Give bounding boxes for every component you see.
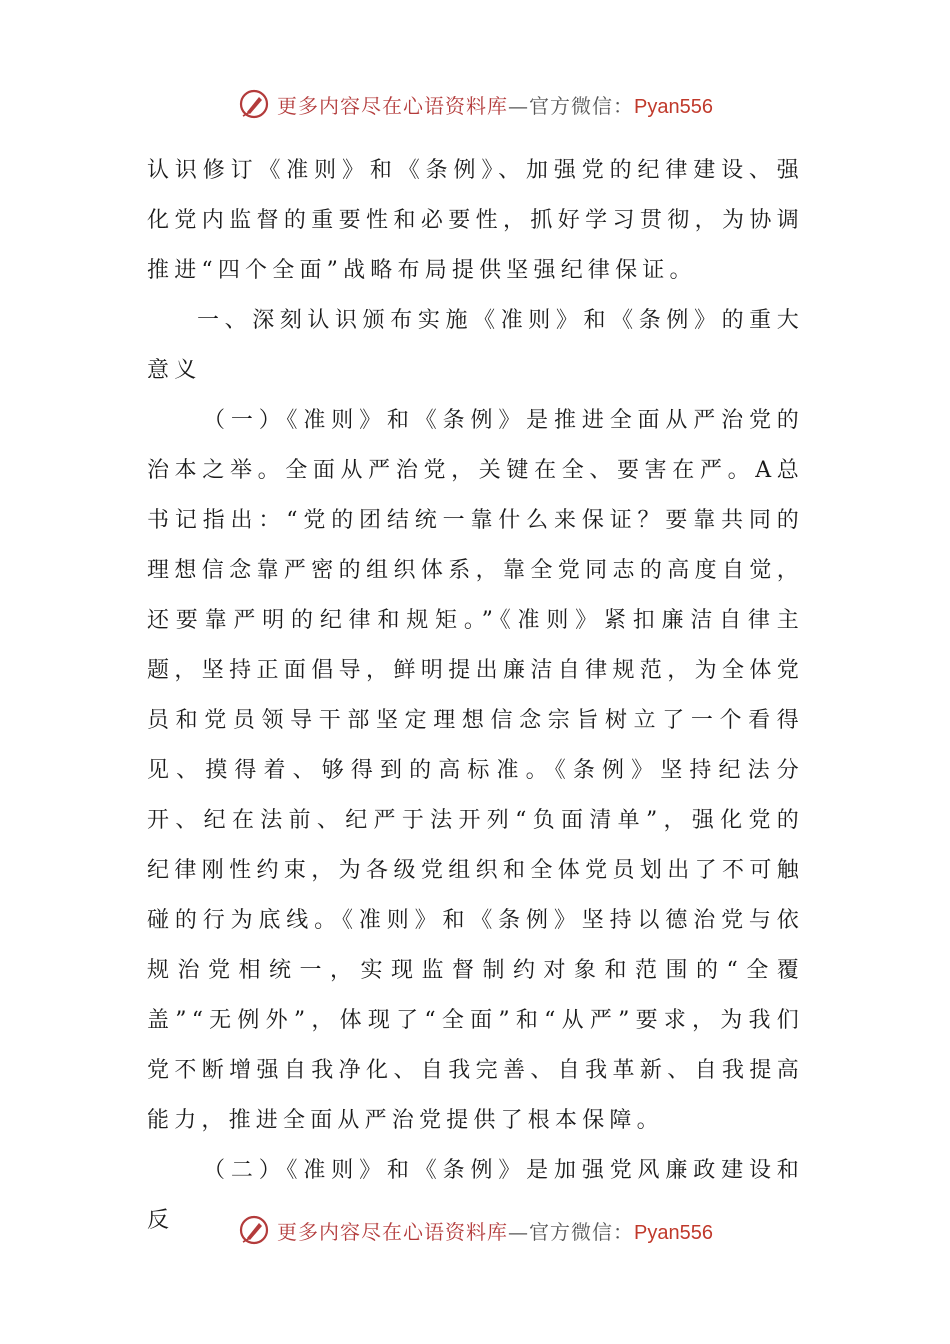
watermark-banner-top: [0, 84, 950, 124]
watermark-text-bottom: [277, 1216, 713, 1245]
paragraph-subsection-one: （一）《准则》和《条例》是推进全面从严治党的治本之举。全面从严治党，关键在全、要害在严。A总书记指出：“党的团结统一靠什么来保证？要靠共同的理想信念靠严密的组织体系，靠全党同志的高度自觉，还要靠严明的纪律和规矩。”《准则》紧扣廉洁自律主题，坚持正面倡导，鲜明提出廉洁自律规范，为全体党员和党员领导干部坚定理想信念宗旨树立了一个看得见、摸得着、够得到的高标准。《条例》坚持纪法分开、纪在法前、纪严于法开列“负面清单”，强化党的纪律刚性约束，为各级党组织和全体党员划出了不可触碰的行为底线。《准则》和《条例》坚持以德治党与依规治党相统一，实现监督制约对象和范围的“全覆盖”“无例外”，体现了“全面”和“从严”要求，为我们党不断增强自我净化、自我完善、自我革新、自我提高能力，推进全面从严治党提供了根本保障。: [147, 408, 804, 1133]
watermark-dash: —: [508, 93, 530, 118]
section-heading-one: 一、深刻认识颁布实施《准则》和《条例》的重大意义: [147, 308, 804, 383]
watermark-site-name: 更多内容尽在心语资料库: [277, 93, 509, 118]
pen-circle-logo-icon: [237, 1213, 271, 1247]
watermark-dash: —: [508, 1219, 530, 1244]
watermark-banner-bottom: [0, 1210, 950, 1250]
watermark-wechat-id: Pyan556: [634, 95, 713, 118]
watermark-site-name: 更多内容尽在心语资料库: [277, 1219, 509, 1244]
document-body: [147, 146, 804, 1246]
paragraph-subsection-two: （二）《准则》和《条例》是加强党风廉政建设和反: [147, 1158, 804, 1233]
watermark-wechat-id: Pyan556: [634, 1221, 713, 1244]
watermark-wechat-label: 官方微信：: [529, 93, 635, 118]
watermark-text-top: [277, 90, 713, 119]
watermark-wechat-label: 官方微信：: [529, 1219, 635, 1244]
pen-circle-logo-icon: [237, 87, 271, 121]
paragraph-continuation: 认识修订《准则》和《条例》、加强党的纪律建设、强化党内监督的重要性和必要性，抓好学习贯彻，为协调推进“四个全面”战略布局提供坚强纪律保证。: [147, 158, 804, 283]
